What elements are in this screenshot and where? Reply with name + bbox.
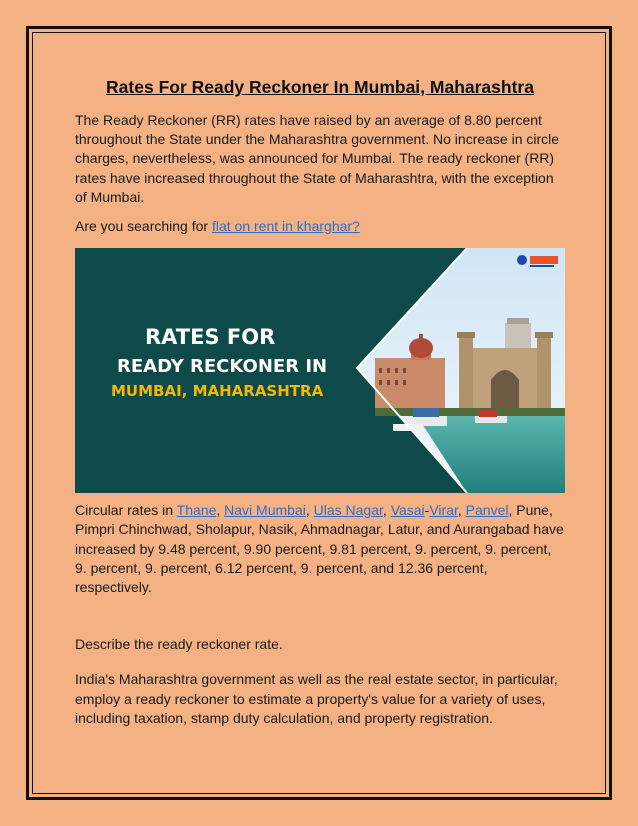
intro-paragraph: The Ready Reckoner (RR) rates have raised by an average of 8.80 percent throughout the State under the Maharashtra government. No increase in circle charges, nevertheless, was announced for Mumbai. The ready reckoner (RR) rates have increased throughout the State of Maharashtra, with the exception of Mumbai. (75, 112, 560, 205)
separator: , (216, 502, 225, 519)
circular-rest: , Pune, Pimpri Chinchwad, Sholapur, Nasik, Ahmadnagar, Latur, and Aurangabad have increased by 9.48 percent, 9.90 percent, 9.81 percent, 9. percent, 9. percent, 9. percent, 9. percent, 6.12 percent, 9. percent, and 12.36 percent, respectively. (75, 502, 564, 596)
circular-rates-paragraph (75, 501, 565, 597)
separator: , (382, 502, 391, 519)
separator: - (424, 502, 430, 519)
document-content (75, 75, 565, 728)
link-virar[interactable]: Virar (429, 502, 458, 519)
banner-line-3: MUMBAI, MAHARASHTRA (111, 382, 324, 401)
separator: , (457, 502, 466, 519)
separator: , (305, 502, 314, 519)
link-thane[interactable]: Thane (176, 502, 217, 519)
banner-line-2: READY RECKONER IN (117, 356, 328, 378)
link-navi-mumbai[interactable]: Navi Mumbai (224, 502, 306, 519)
link-ulas-nagar[interactable]: Ulas Nagar (313, 502, 383, 519)
question-line (75, 217, 565, 236)
body-paragraph: India's Maharashtra government as well as the real estate sector, in particular, employ a ready reckoner to estimate a property's value for a variety of uses, including taxation, stamp duty calculation, and property registration. (75, 671, 558, 726)
link-vasai[interactable]: Vasai (390, 502, 425, 519)
circular-prefix: Circular rates in (75, 502, 177, 519)
kharghar-rent-link[interactable]: flat on rent in kharghar? (211, 218, 360, 235)
section-heading: Describe the ready reckoner rate. (75, 636, 283, 653)
banner-image (75, 248, 565, 493)
link-panvel[interactable]: Panvel (465, 502, 509, 519)
banner-line-1: RATES FOR (145, 325, 276, 350)
question-prefix: Are you searching for (75, 218, 212, 235)
page-title: Rates For Ready Reckoner In Mumbai, Maharashtra (106, 77, 534, 97)
